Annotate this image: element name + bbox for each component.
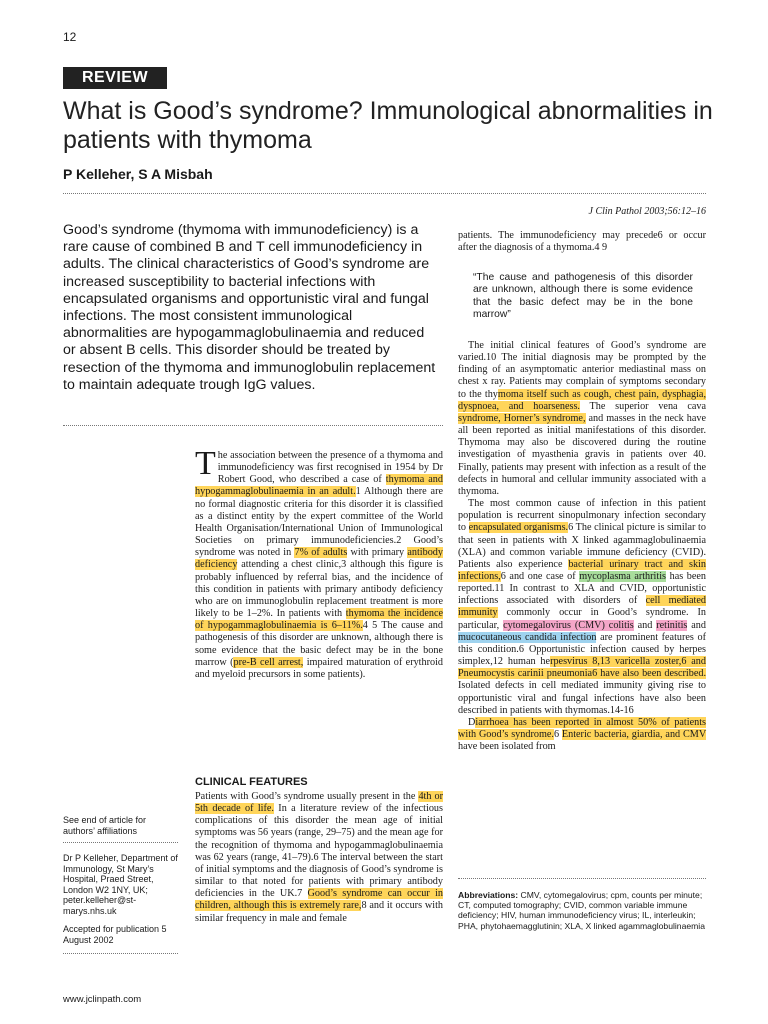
header-divider <box>63 193 706 194</box>
highlight: rpesvirus 8,13 varicella zoster,6 and Pneumocystis carinii pneumonia6 have also been described. <box>458 656 706 680</box>
paragraph: patients. The immunodeficiency may precede6 or occur after the diagnosis of a thymoma.4 9 <box>458 230 706 254</box>
authors: P Kelleher, S A Misbah <box>63 166 213 182</box>
intro-paragraph: The association between the presence of a thymoma and immunodeficiency was first recognised in 1954 by Dr Robert Good, who described a case of thymoma and hypogammaglobulinaemia in an adult.1 Although there are no formal diagnostic criteria for this disorder it is classified as a distinct entity by the expert committee of the World Health Organisation/International Union of Immunological Societies on primary immunodeficiencies.2 Good’s syndrome was noted in 7% of adults with primary antibody deficiency attending a chest clinic,3 although this figure is probably influenced by referral bias, and the incidence of this condition in patients with primary antibody deficiency who are on immunoglobulin replacement treatment is more likely to be 1–2%. In patients with thymoma the incidence of hypogammaglobulinaemia is 6–11%.4 5 The cause and pathogenesis of this disorder are unknown, although there is some evidence that the basic defect may be in the bone marrow (pre-B cell arrest, impaired maturation of erythroid and myeloid precursors in some patients). <box>195 445 444 680</box>
section-heading-clinical-features: CLINICAL FEATURES <box>195 776 308 788</box>
paragraph: The most common cause of infection in this patient population is recurrent sinopulmonary infection secondary to encapsulated organisms.6 The clinical picture is similar to that seen in patients with X linked agammaglobulinaemia (XLA) and common variable immune deficiency (CVID). Patients also experience bacterial urinary tract and skin infections,6 and one case of mycoplasma arthritis has been reported.11 In contrast to XLA and CVID, opportunistic infections associated with disorders of cell mediated immunity commonly occur in Good’s syndrome. In particular, cytomegalovirus (CMV) colitis and retinitis and mucocutaneous candida infection are prominent features of this condition.6 Opportunistic infection caused by herpes simplex,12 human herpesvirus 8,13 varicella zoster,6 and Pneumocystis carinii pneumonia6 have also been described. Isolated defects in cell mediated immunity giving rise to opportunistic viral and fungal infections have also been described in patients with thymomas.14-16 <box>458 498 707 716</box>
highlight: mucocutaneous candida infection <box>458 631 597 643</box>
abbreviations: Abbreviations: CMV, cytomegalovirus; cpm, counts per minute; CT, computed tomography; CVID, common variable immune deficiency; HIV, human immunodeficiency virus; IL, interleukin; PHA, phytohaemagglutinin; XLA, X linked agammaglobulinaemia <box>458 890 705 931</box>
paragraph: Patients with Good’s syndrome usually present in the 4th or 5th decade of life. In a literature review of the infectious complications of this disorder the mean age of initial symptoms was 56 years (range, 29–75) and the mean age for the recognition of thymoma and hypogammaglobulinaemia was 62 years (range, 41–79).6 The interval between the start of initial symptoms and the diagnosis of Good’s syndrome is similar to that noted for patients with primary antibody deficiencies in the UK.7 Good’s syndrome can occur in children, although this is extremely rare,8 and it occurs with similar frequency in male and female <box>195 791 444 924</box>
drop-cap: T <box>195 445 216 482</box>
highlight: 4th or 5th decade of life. <box>195 791 443 815</box>
footer-url[interactable]: www.jclinpath.com <box>63 994 142 1005</box>
article-title: What is Good’s syndrome? Immunological abnormalities in patients with thymoma <box>63 97 713 154</box>
body-column-left <box>195 445 444 681</box>
highlight: thymoma and hypogammaglobulinaemia in an adult. <box>195 474 443 498</box>
sidebar-divider <box>63 842 178 843</box>
citation: J Clin Pathol 2003;56:12–16 <box>588 206 706 217</box>
abstract-divider <box>63 425 443 426</box>
highlight: pre-B cell arrest, <box>233 656 304 668</box>
pull-quote: “The cause and pathogenesis of this disorder are unknown, although there is some evidence that the basic defect may be in the bone marrow” <box>473 272 693 320</box>
highlight: 7% of adults <box>294 547 348 559</box>
highlight: bacterial urinary tract and skin infections, <box>458 558 706 582</box>
highlight: syndrome, Horner’s syndrome, <box>458 412 586 424</box>
paragraph: Diarrhoea has been reported in almost 50% of patients with Good’s syndrome.6 Enteric bacteria, giardia, and CMV have been isolated from <box>458 716 706 753</box>
abbreviations-divider <box>458 878 706 879</box>
highlight: cytomegalovirus (CMV) colitis <box>503 619 634 631</box>
sidebar-divider <box>63 953 178 954</box>
accepted-date: Accepted for publication 5 August 2002 <box>63 924 167 945</box>
highlight: thymoma the incidence of hypogammaglobulinaemia is 6–11%. <box>195 608 443 632</box>
highlight: antibody deficiency <box>195 547 443 571</box>
body-column-right <box>458 340 706 753</box>
page-number: 12 <box>63 30 77 44</box>
highlight: cell mediated immunity <box>458 595 706 619</box>
highlight: Good’s syndrome can occur in children, although this is extremely rare, <box>195 888 444 912</box>
correspondence: Dr P Kelleher, Department of Immunology, St Mary’s Hospital, Praed Street, London W2 1NY, UK; peter.kelleher@st-marys.nhs.uk <box>63 853 178 916</box>
highlight: Enteric bacteria, giardia, and CMV <box>561 729 706 740</box>
abstract: Good’s syndrome (thymoma with immunodeficiency) is a rare cause of combined B and T cell immunodeficiency in adults. The clinical characteristics of Good’s syndrome are increased susceptibility to bacterial infections with encapsulated organisms and opportunistic viral and fungal infections. The most consistent immunological abnormalities are hypogammaglobulinaemia and reduced or absent B cells. This disorder should be treated by resection of the thymoma and immunoglobulin replacement to maintain adequate trough IgG values. <box>63 222 436 393</box>
section-label: REVIEW <box>63 67 167 89</box>
clinical-features-text <box>195 791 443 925</box>
body-column-right-top <box>458 230 706 254</box>
paragraph: The initial clinical features of Good’s syndrome are varied.10 The initial diagnosis may be prompted by the finding of an asymptomatic anterior mediastinal mass on chest x ray. Patients may complain of symptoms secondary to the thymoma itself such as cough, chest pain, dysphagia, dyspnoea, and hoarseness. The superior vena cava syndrome, Horner’s syndrome, and masses in the neck have all been reported as initial manifestations of this disorder. Thymoma may also be discovered during the routine investigation of myasthenia gravis in patients over 40. Finally, patients may present with infection as a result of the defects in humoral and cellular immunity associated with a thymoma. <box>458 340 707 497</box>
highlight: iarrhoea has been reported in almost 50% of patients with Good’s syndrome. <box>458 716 706 740</box>
highlight: moma itself such as cough, chest pain, dysphagia, dyspnoea, and hoarseness. <box>458 388 707 412</box>
highlight: mycoplasma arthritis <box>579 570 667 582</box>
affiliations-note: See end of article for authors’ affiliations <box>63 815 147 836</box>
highlight: encapsulated organisms. <box>468 522 569 534</box>
highlight: retinitis <box>656 619 688 631</box>
